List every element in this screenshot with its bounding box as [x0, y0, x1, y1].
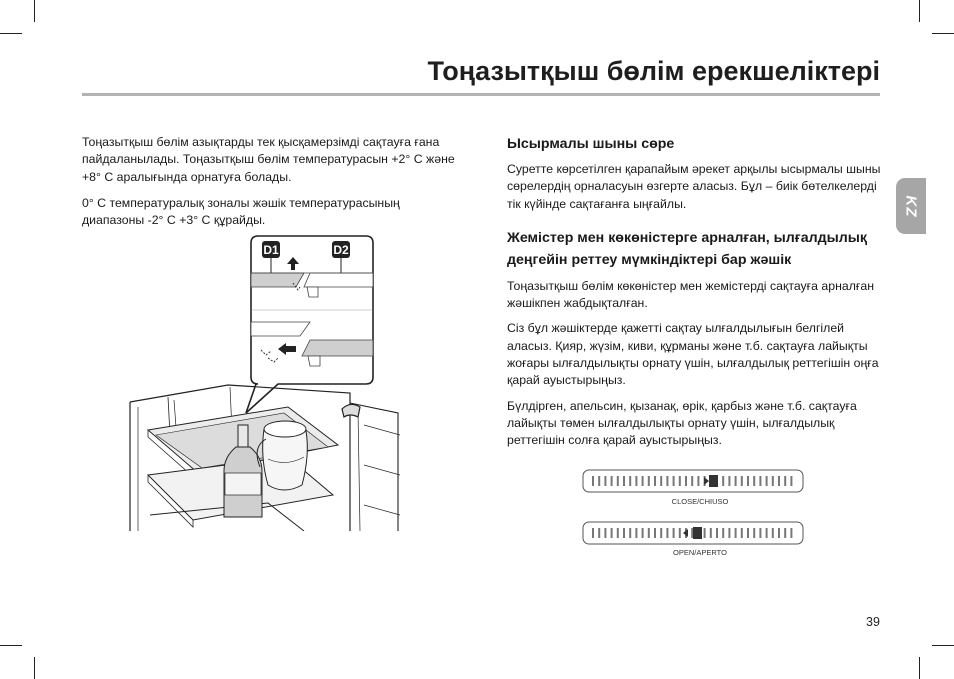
slider-tick	[753, 528, 755, 538]
slider-tick	[617, 476, 619, 486]
crop-mark	[0, 33, 22, 34]
slider-tick	[604, 476, 606, 486]
slider-tick	[704, 528, 706, 538]
slider-tick	[604, 528, 606, 538]
slider-tick	[735, 476, 737, 486]
slider-tick	[759, 476, 761, 486]
slider-tick	[759, 528, 761, 538]
slider-tick	[716, 528, 718, 538]
crop-mark	[919, 0, 920, 22]
slider-tick	[642, 528, 644, 538]
slider-knob-close	[709, 475, 718, 487]
left-paragraph-2: 0° C температуралық зоналы жәшік температурасының диапазоны -2° C +3° C құрайды.	[82, 195, 400, 228]
slider-tick	[629, 476, 631, 486]
slider-tick	[673, 476, 675, 486]
slider-tick	[648, 528, 650, 538]
page-number: 39	[866, 615, 880, 629]
slider-tick	[722, 476, 724, 486]
right-column	[507, 134, 883, 458]
slider-tick	[722, 528, 724, 538]
slider-tick	[766, 476, 768, 486]
title-divider	[82, 93, 880, 96]
slider-tick	[611, 528, 613, 538]
crop-mark	[932, 33, 954, 34]
slider-tick	[592, 528, 594, 538]
slider-tick	[598, 528, 600, 538]
slider-knob-open	[693, 527, 702, 539]
slider-open	[583, 522, 803, 557]
slider-tick	[679, 528, 681, 538]
right-paragraph-3: Сіз бұл жәшіктерде қажетті сақтау ылғалдылығын белгілей аласыз. Қияр, жүзім, киви, құрманы және т.б. сақтауға лайықты жоғары ылғалдылықты орнату үшін, ылғалдылық реттегішін оңға қарай ауыстырыңыз.	[507, 321, 879, 388]
slider-tick	[728, 476, 730, 486]
slider-tick	[753, 476, 755, 486]
slider-tick	[654, 476, 656, 486]
slider-tick	[784, 476, 786, 486]
language-tab-label: KZ	[902, 195, 920, 217]
crop-mark	[919, 657, 920, 679]
slider-tick	[673, 528, 675, 538]
slider-tick	[772, 476, 774, 486]
slider-tick	[747, 476, 749, 486]
slider-tick	[710, 528, 712, 538]
slider-tick	[784, 528, 786, 538]
slider-tick	[635, 476, 637, 486]
slider-tick	[611, 476, 613, 486]
d1-label: D1	[263, 243, 279, 257]
slider-tick	[635, 528, 637, 538]
slider-tick	[642, 476, 644, 486]
slider-tick	[666, 528, 668, 538]
section-heading-humidity-drawer: Жемістер мен көкөністерге арналған, ылғалдылық деңгейін реттеу мүмкіндіктері бар жәшік	[507, 229, 867, 268]
slider-tick	[741, 476, 743, 486]
slider-tick	[598, 476, 600, 486]
crop-mark	[34, 0, 35, 22]
page-title: Тоңазытқыш бөлім ерекшеліктері	[427, 56, 880, 86]
slider-tick	[660, 476, 662, 486]
slider-tick	[778, 476, 780, 486]
slider-tick	[747, 528, 749, 538]
slider-tick	[741, 528, 743, 538]
fridge-shelf-illustration	[128, 235, 408, 531]
slider-tick	[735, 528, 737, 538]
slider-close	[583, 470, 803, 506]
d2-label: D2	[333, 243, 349, 257]
slider-tick	[790, 528, 792, 538]
crop-mark	[34, 657, 35, 679]
slider-tick	[679, 476, 681, 486]
slider-tick	[623, 528, 625, 538]
slider-tick	[766, 528, 768, 538]
slider-tick	[691, 528, 693, 538]
slider-tick	[685, 476, 687, 486]
slider-tick	[629, 528, 631, 538]
slider-tick	[654, 528, 656, 538]
left-paragraph-1: Тоңазытқыш бөлім азықтарды тек қысқамерзімді сақтауға ғана пайдаланылады. Тоңазытқыш бөлім температурасын +2° C және +8° C аралығында орнатуға болады.	[82, 135, 455, 184]
slider-tick	[691, 476, 693, 486]
right-paragraph-2: Тоңазытқыш бөлім көкөністер мен жемістерді сақтауға арналған жәшікпен жабдықталған.	[507, 278, 875, 311]
crop-mark	[932, 645, 954, 646]
slider-tick	[648, 476, 650, 486]
close-label: CLOSE/CHIUSO	[671, 497, 729, 506]
right-paragraph-4: Бүлдірген, апельсин, қызанақ, өрік, қарбыз және т.б. сақтауға лайықты төмен ылғалдылықты орнату үшін, ылғалдылық реттегішін солға қарай ауыстырыңыз.	[507, 398, 857, 448]
slider-tick	[666, 476, 668, 486]
slider-tick	[592, 476, 594, 486]
left-column	[82, 134, 462, 238]
slider-tick	[778, 528, 780, 538]
language-tab	[896, 178, 926, 234]
slider-tick	[617, 528, 619, 538]
slider-tick	[728, 528, 730, 538]
right-paragraph-1: Суретте көрсетілген қарапайым әрекет арқылы ысырмалы шыны сөрелердің орналасуын өзгерте аласыз. Бұл – биік бөтелкелерді тік күйінде сақтағанға ыңғайлы.	[507, 162, 881, 211]
crop-mark	[0, 645, 22, 646]
slider-tick	[790, 476, 792, 486]
section-heading-sliding-shelf: Ысырмалы шыны сөре	[507, 136, 675, 152]
slider-tick	[697, 476, 699, 486]
slider-tick	[660, 528, 662, 538]
humidity-slider-diagram	[582, 469, 804, 561]
slider-tick	[772, 528, 774, 538]
slider-tick	[623, 476, 625, 486]
open-label: OPEN/APERTO	[673, 548, 727, 557]
